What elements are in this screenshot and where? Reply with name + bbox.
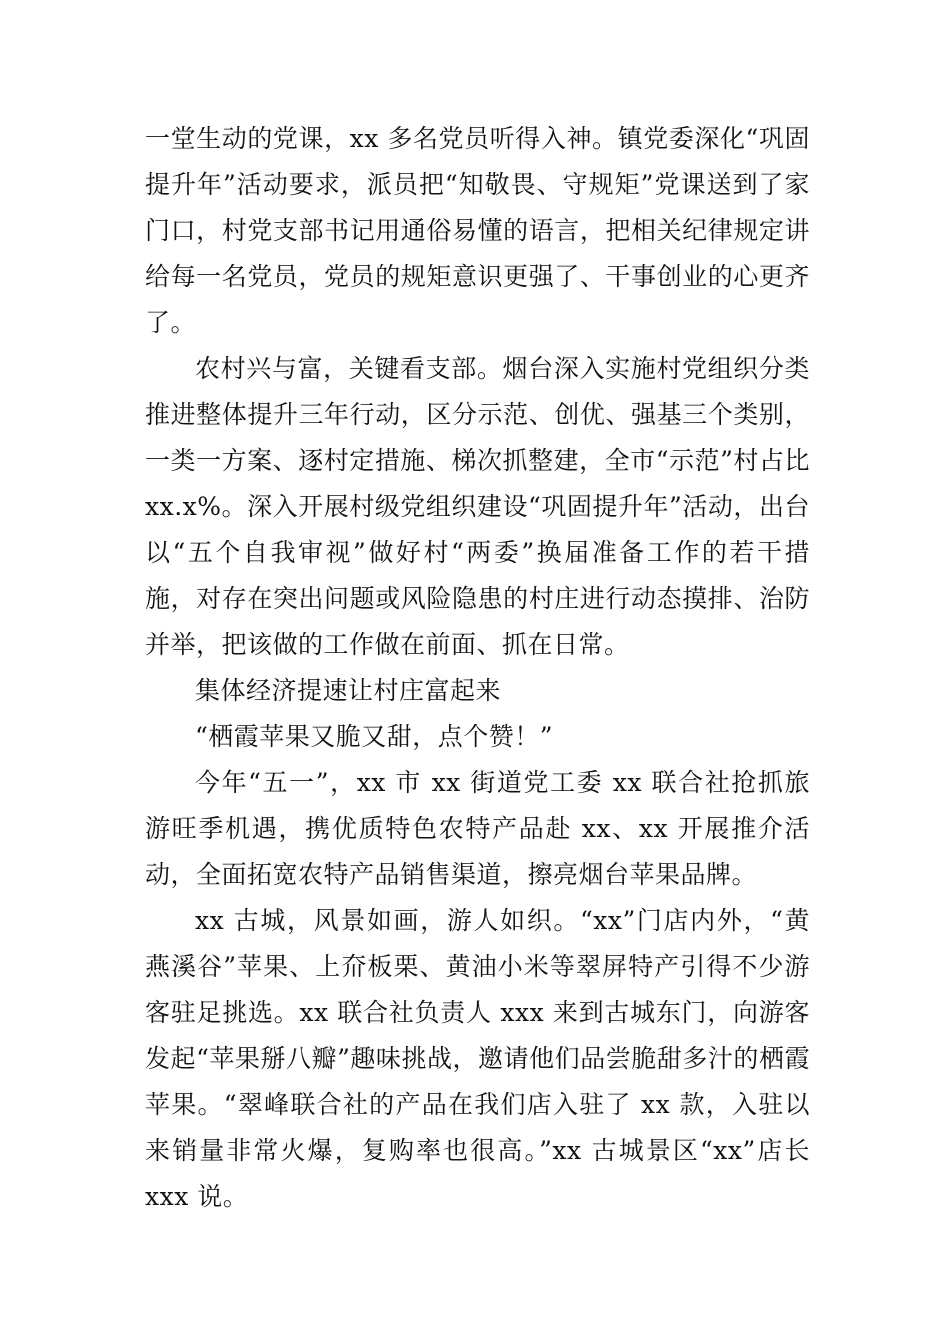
paragraph-village-party-branch: 农村兴与富，关键看支部。烟台深入实施村党组织分类推进整体提升三年行动，区分示范、创优、强基三个类别，一类一方案、逐村定措施、梯次抓整建，全市“示范”村占比 xx.x%。深入开展村级党组织建设“巩固提升年”活动，出台以“五个自我审视”做好村“两委”换届准备工作的若干措施，对存在突出问题或风险隐患的村庄进行动态摸排、治防并举，把该做的工作做在前面、抓在日常。 <box>145 354 810 659</box>
quote-line: “栖霞苹果又脆又甜，点个赞！” <box>195 722 554 751</box>
paragraph-may-day-promotion: 今年“五一”，xx 市 xx 街道党工委 xx 联合社抢抓旅游旺季机遇，携优质特色农特产品赴 xx、xx 开展推介活动，全面拓宽农特产品销售渠道，擦亮烟台苹果品牌。 <box>145 768 810 889</box>
paragraph-continuation: 一堂生动的党课，xx 多名党员听得入神。镇党委深化“巩固提升年”活动要求，派员把“知敬畏、守规矩”党课送到了家门口，村党支部书记用通俗易懂的语言，把相关纪律规定讲给每一名党员，党员的规矩意识更强了、干事创业的心更齐了。 <box>145 124 810 337</box>
document-page <box>145 116 810 1220</box>
section-heading-collective-economy: 集体经济提速让村庄富起来 <box>195 676 502 705</box>
paragraph-ancient-town-store: xx 古城，风景如画，游人如织。“xx”门店内外，“黄燕溪谷”苹果、上夼板栗、黄油小米等翠屏特产引得不少游客驻足挑选。xx 联合社负责人 xxx 来到古城东门，向游客发起“苹果掰八瓣”趣味挑战，邀请他们品尝脆甜多汁的栖霞苹果。“翠峰联合社的产品在我们店入驻了 xx 款，入驻以来销量非常火爆，复购率也很高。”xx 古城景区“xx”店长 xxx 说。 <box>145 906 810 1211</box>
